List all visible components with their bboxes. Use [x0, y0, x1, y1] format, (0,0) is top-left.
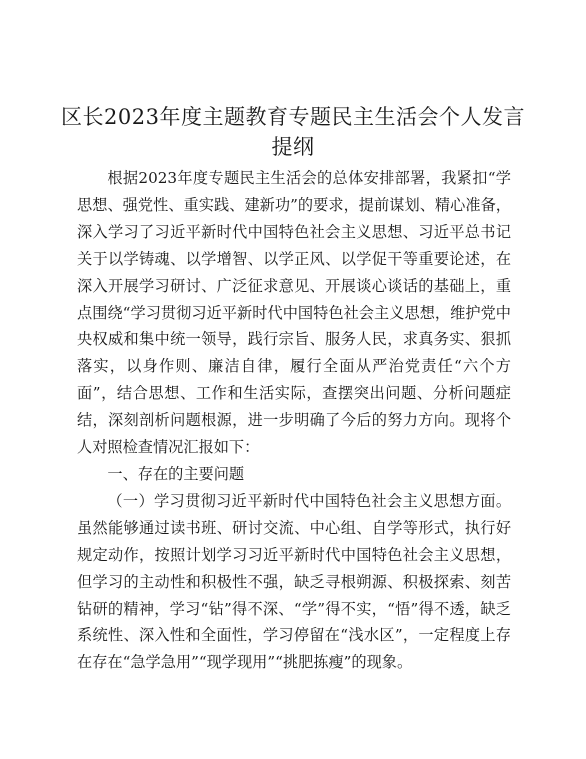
intro-paragraph: 根据2023年度专题民主生活会的总体安排部署，我紧扣“学思想、强党性、重实践、建新功”的要求，提前谋划、精心准备，深入学习了习近平新时代中国特色社会主义思想、习近平总书记关于以学铸魂、以学增智、以学正风、以学促干等重要论述，在深入开展学习研讨、广泛征求意见、开展谈心谈话的基础上，重点围绕“学习贯彻习近平新时代中国特色社会主义思想，维护党中央权威和集中统一领导，践行宗旨、服务人民，求真务实、狠抓落实，以身作则、廉洁自律，履行全面从严治党责任“六个方面”，结合思想、工作和生活实际，查摆突出问题、分析问题症结，深刻剖析问题根源，进一步明确了今后的努力方向。现将个人对照检查情况汇报如下： [77, 169, 511, 457]
section-heading-problems: 一、存在的主要问题 [107, 464, 245, 483]
section-paragraph-study: （一）学习贯彻习近平新时代中国特色社会主义思想方面。虽然能够通过读书班、研讨交流、中心组、自学等形式，执行好规定动作，按照计划学习习近平新时代中国特色社会主义思想，但学习的主动性和积极性不强，缺乏寻根朔源、积极探索、刻苦钻研的精神，学习“钻”得不深、“学”得不实，“悟”得不透，缺乏系统性、深入性和全面性，学习停留在“浅水区”，一定程度上存在存在“急学急用”“现学现用”“挑肥拣瘦”的现象。 [77, 491, 511, 672]
document-title: 区长2023年度主题教育专题民主生活会个人发言提纲 [61, 105, 525, 159]
document-body [77, 165, 511, 676]
